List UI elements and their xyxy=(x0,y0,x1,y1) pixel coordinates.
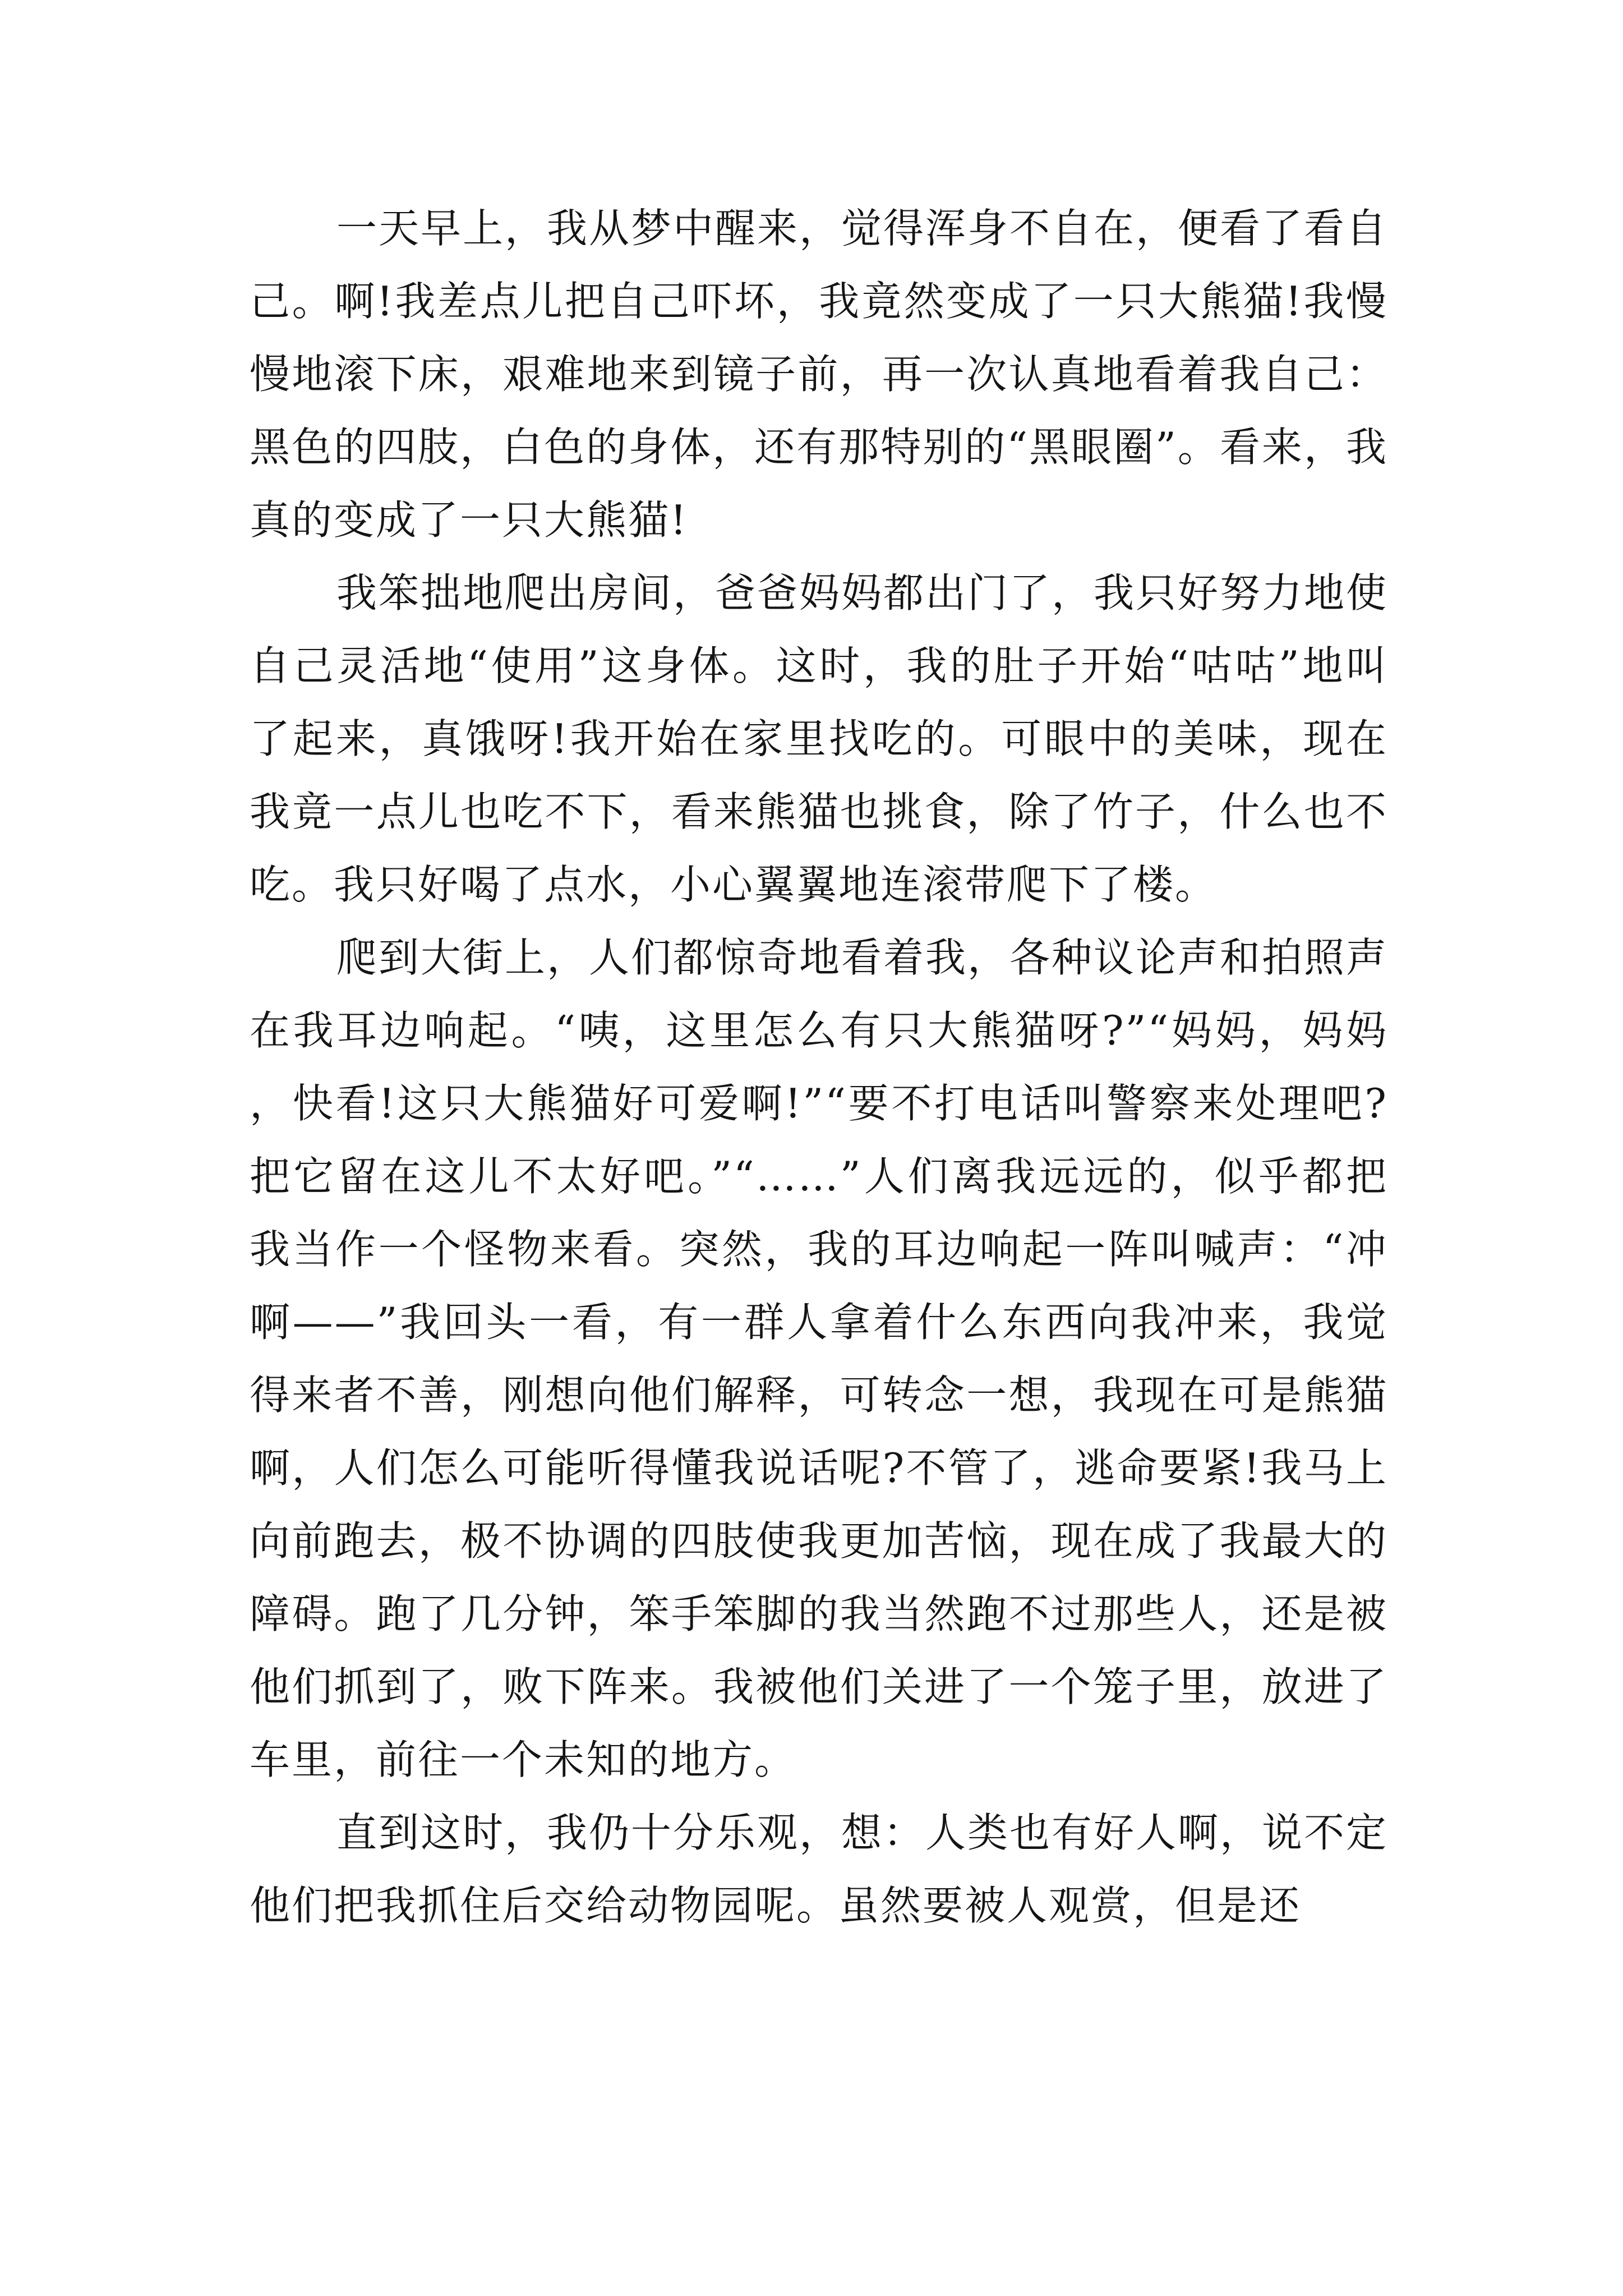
story-body xyxy=(250,192,1388,1942)
paragraph-1: 一天早上，我从梦中醒来，觉得浑身不自在，便看了看自己。啊!我差点儿把自己吓坏，我竟然变成了一只大熊猫!我慢慢地滚下床，艰难地来到镜子前，再一次认真地看着我自己：黑色的四肢，白色的身体，还有那特别的“黑眼圈”。看来，我真的变成了一只大熊猫! xyxy=(250,205,1389,544)
paragraph-4: 直到这时，我仍十分乐观，想：人类也有好人啊，说不定他们把我抓住后交给动物园呢。虽然要被人观赏，但是还 xyxy=(250,1809,1389,1929)
paragraph-3: 爬到大街上，人们都惊奇地看着我，各种议论声和拍照声在我耳边响起。“咦，这里怎么有只大熊猫呀?”“妈妈，妈妈，快看!这只大熊猫好可爱啊!”“要不打电话叫警察来处理吧?把它留在这儿不太好吧。”“……”人们离我远远的，似乎都把我当作一个怪物来看。突然，我的耳边响起一阵叫喊声：“冲啊——”我回头一看，有一群人拿着什么东西向我冲来，我觉得来者不善，刚想向他们解释，可转念一想，我现在可是熊猫啊，人们怎么可能听得懂我说话呢?不管了，逃命要紧!我马上向前跑去，极不协调的四肢使我更加苦恼，现在成了我最大的障碍。跑了几分钟，笨手笨脚的我当然跑不过那些人，还是被他们抓到了，败下阵来。我被他们关进了一个笼子里，放进了车里，前往一个未知的地方。 xyxy=(250,934,1389,1783)
paragraph-2: 我笨拙地爬出房间，爸爸妈妈都出门了，我只好努力地使自己灵活地“使用”这身体。这时，我的肚子开始“咕咕”地叫了起来，真饿呀!我开始在家里找吃的。可眼中的美味，现在我竟一点儿也吃不下，看来熊猫也挑食，除了竹子，什么也不吃。我只好喝了点水，小心翼翼地连滚带爬下了楼。 xyxy=(250,569,1389,908)
